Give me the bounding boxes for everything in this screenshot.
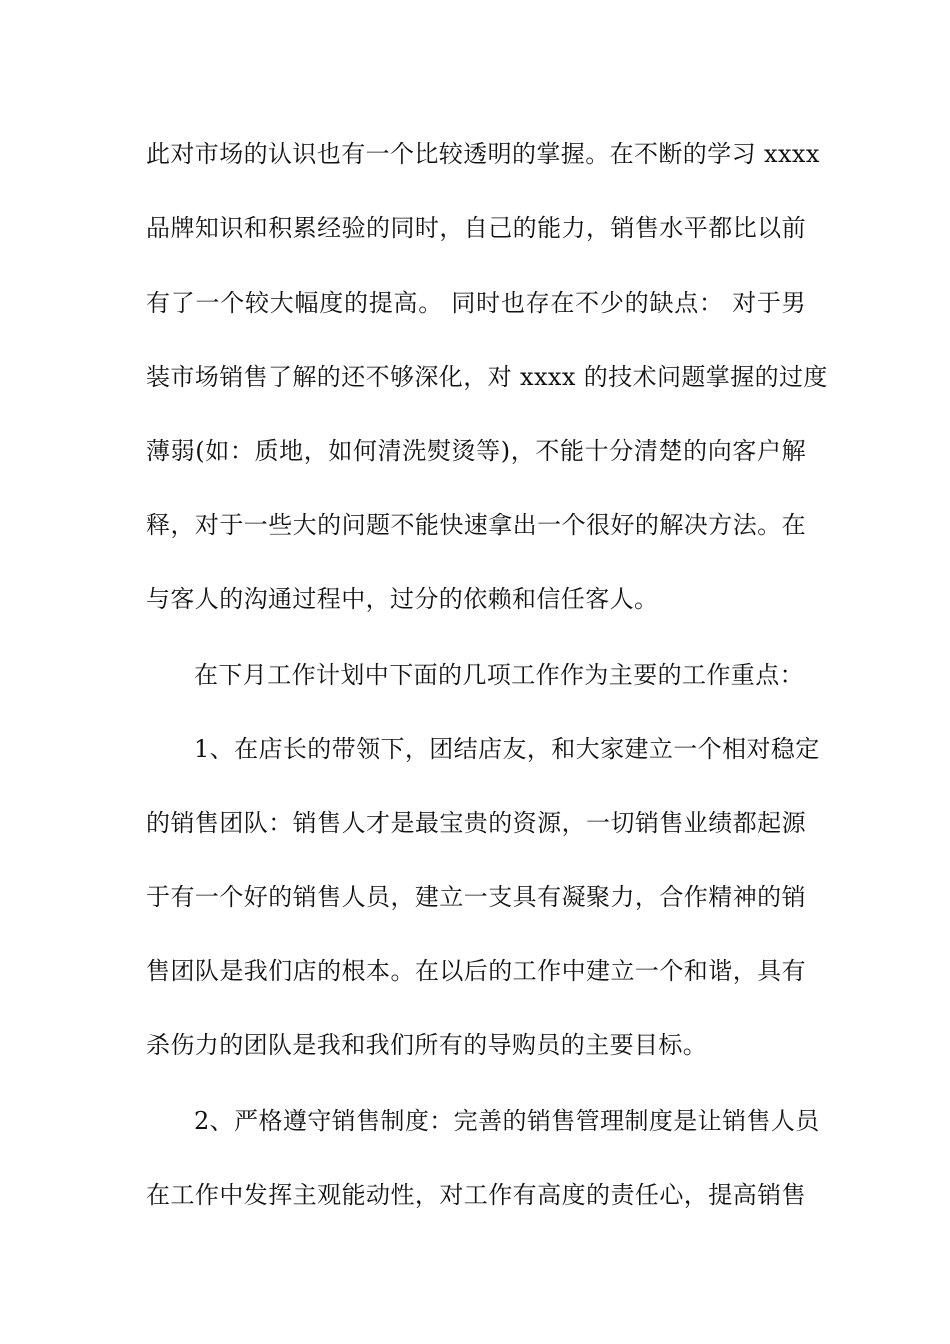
text-line-7: 与客人的沟通过程中，过分的依赖和信任客人。 <box>146 585 659 613</box>
text-line-13: 杀伤力的团队是我和我们所有的导购员的主要目标。 <box>146 1031 708 1059</box>
text-line-10: 的销售团队：销售人才是最宝贵的资源，一切销售业绩都起源 <box>146 809 806 837</box>
text-line-15: 在工作中发挥主观能动性，对工作有高度的责任心，提高销售 <box>146 1181 806 1209</box>
text-line-14: 2、严格遵守销售制度：完善的销售管理制度是让销售人员 <box>194 1107 820 1135</box>
text-line-2: 品牌知识和积累经验的同时，自己的能力，销售水平都比以前 <box>146 214 806 242</box>
text-line-11: 于有一个好的销售人员，建立一支具有凝聚力，合作精神的销 <box>146 883 806 911</box>
text-line-4: 装市场销售了解的还不够深化，对 xxxx 的技术问题掌握的过度 <box>146 363 828 391</box>
text-line-6: 释，对于一些大的问题不能快速拿出一个很好的解决方法。在 <box>146 511 806 539</box>
text-line-1: 此对市场的认识也有一个比较透明的掌握。在不断的学习 xxxx <box>146 140 820 168</box>
text-line-8: 在下月工作计划中下面的几项工作作为主要的工作重点： <box>194 661 804 689</box>
text-line-12: 售团队是我们店的根本。在以后的工作中建立一个和谐，具有 <box>146 957 806 985</box>
text-line-9: 1、在店长的带领下，团结店友，和大家建立一个相对稳定 <box>194 735 820 763</box>
text-line-3: 有了一个较大幅度的提高。 同时也存在不少的缺点： 对于男 <box>146 289 806 317</box>
text-line-5: 薄弱(如：质地，如何清洗熨烫等)，不能十分清楚的向客户解 <box>146 437 806 465</box>
